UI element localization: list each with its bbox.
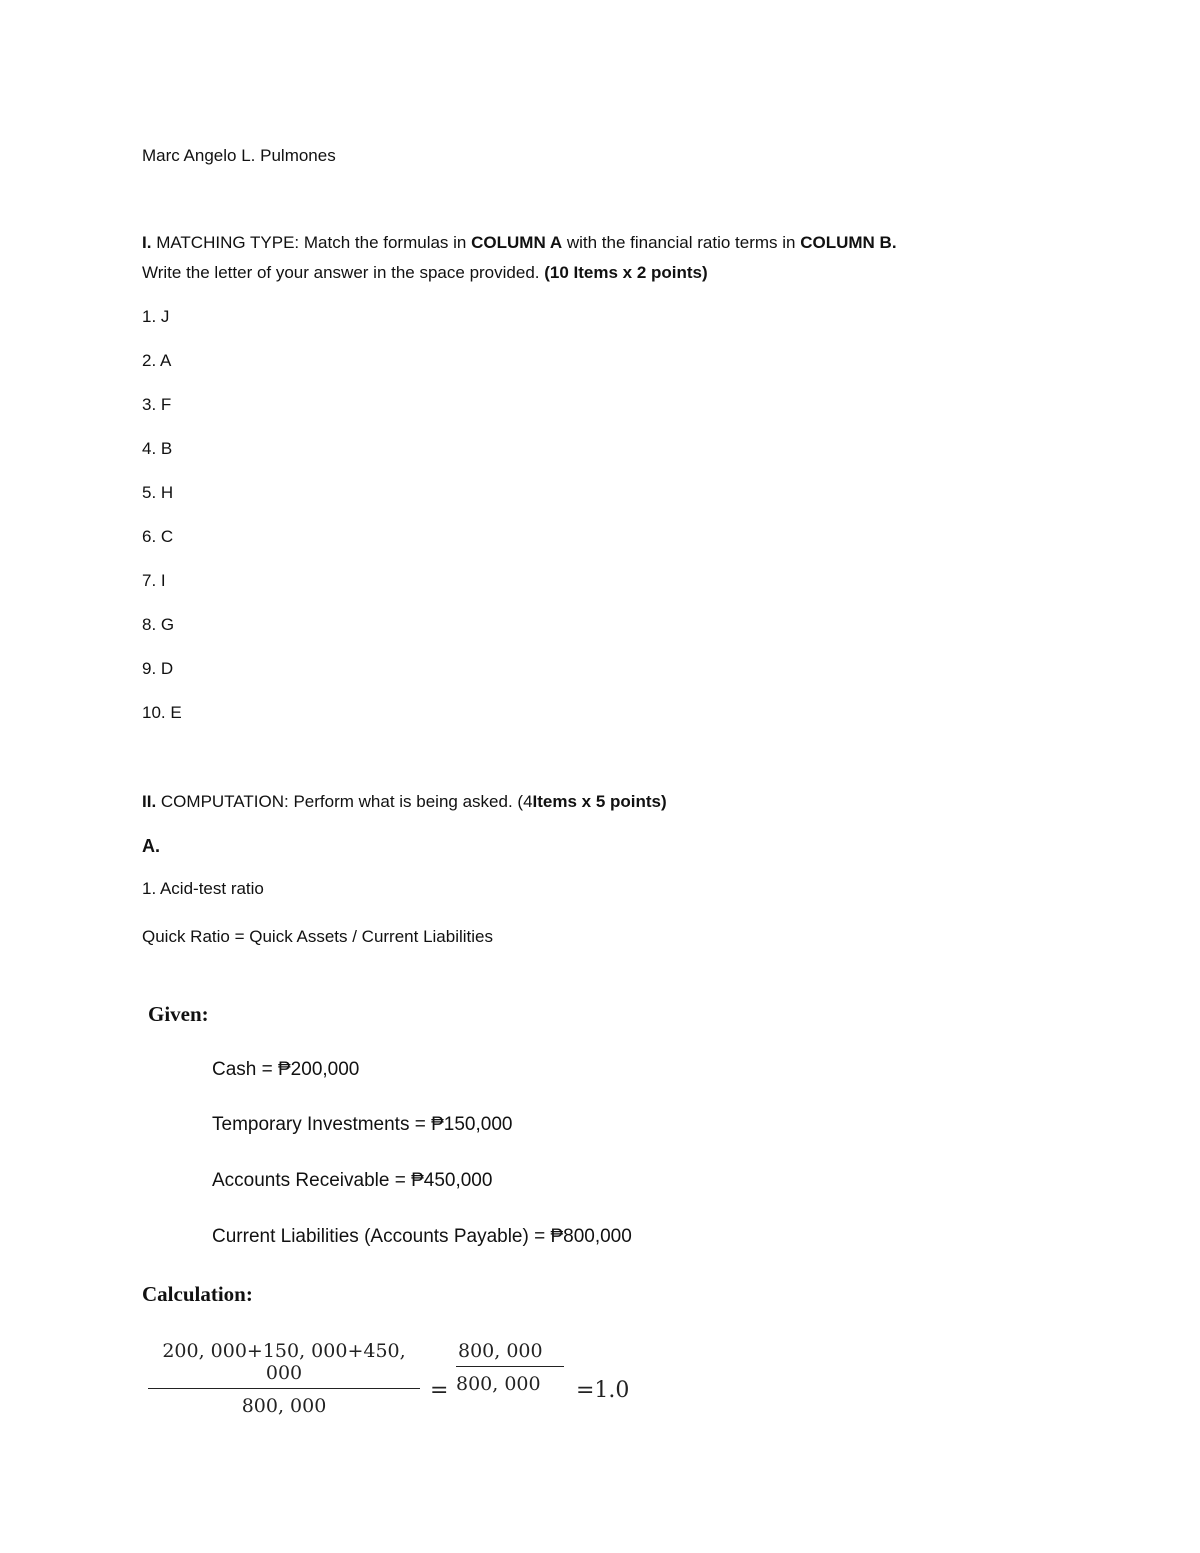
answer-10: 10. E [142, 703, 182, 722]
column-a-label: COLUMN A [471, 233, 563, 252]
part2-heading: COMPUTATION: [160, 792, 289, 811]
answer-7: 7. I [142, 571, 166, 590]
answer-5: 5. H [142, 483, 174, 502]
fraction-2-denominator: 800, 000 [456, 1373, 541, 1395]
part1-instruction-b: with the financial ratio terms in [566, 233, 796, 252]
student-name: Marc Angelo L. Pulmones [142, 146, 336, 165]
answer-1: 1. J [142, 307, 170, 326]
part2-heading-line [142, 791, 667, 813]
part1-number: I. [142, 233, 152, 252]
given-temporary-investments: Temporary Investments = ₱150,000 [212, 1114, 513, 1135]
given-accounts-receivable: Accounts Receivable = ₱450,000 [212, 1170, 493, 1191]
part1-heading-line2 [142, 262, 708, 284]
result-value: =1.0 [576, 1378, 630, 1403]
part2-points-open: (4 [517, 792, 533, 811]
part2-points-rest: Items x 5 points) [532, 792, 667, 811]
fraction-1-denominator: 800, 000 [241, 1395, 327, 1417]
part1-heading-line1 [142, 232, 897, 254]
fraction-1 [148, 1340, 420, 1417]
answer-2: 2. A [142, 351, 172, 370]
answer-3: 3. F [142, 395, 172, 414]
formula-text: Quick Ratio = Quick Assets / Current Liabilities [142, 927, 493, 946]
section-a-label: A. [142, 836, 160, 856]
given-label: Given: [148, 1002, 209, 1026]
given-cash: Cash = ₱200,000 [212, 1059, 360, 1080]
column-b-label: COLUMN B. [800, 233, 897, 252]
part1-instruction-line2: Write the letter of your answer in the space provided. [142, 263, 540, 282]
part1-heading: MATCHING TYPE: [156, 233, 300, 252]
answer-4: 4. B [142, 439, 173, 458]
part1-points: (10 Items x 2 points) [544, 263, 708, 282]
fraction-2 [456, 1340, 564, 1395]
fraction-2-numerator: 800, 000 [458, 1340, 543, 1362]
calculation-label: Calculation: [142, 1282, 253, 1306]
answer-9: 9. D [142, 659, 174, 678]
part2-instruction: Perform what is being asked. [293, 792, 513, 811]
item-title: 1. Acid-test ratio [142, 879, 264, 898]
equals-sign: = [430, 1378, 449, 1403]
part1-instruction-a: Match the formulas in [303, 233, 467, 252]
answer-6: 6. C [142, 527, 174, 546]
given-current-liabilities: Current Liabilities (Accounts Payable) = ₱800,000 [212, 1226, 632, 1247]
fraction-1-numerator: 200, 000+150, 000+450, 000 [162, 1340, 406, 1384]
part2-number: II. [142, 792, 157, 811]
answer-8: 8. G [142, 615, 175, 634]
